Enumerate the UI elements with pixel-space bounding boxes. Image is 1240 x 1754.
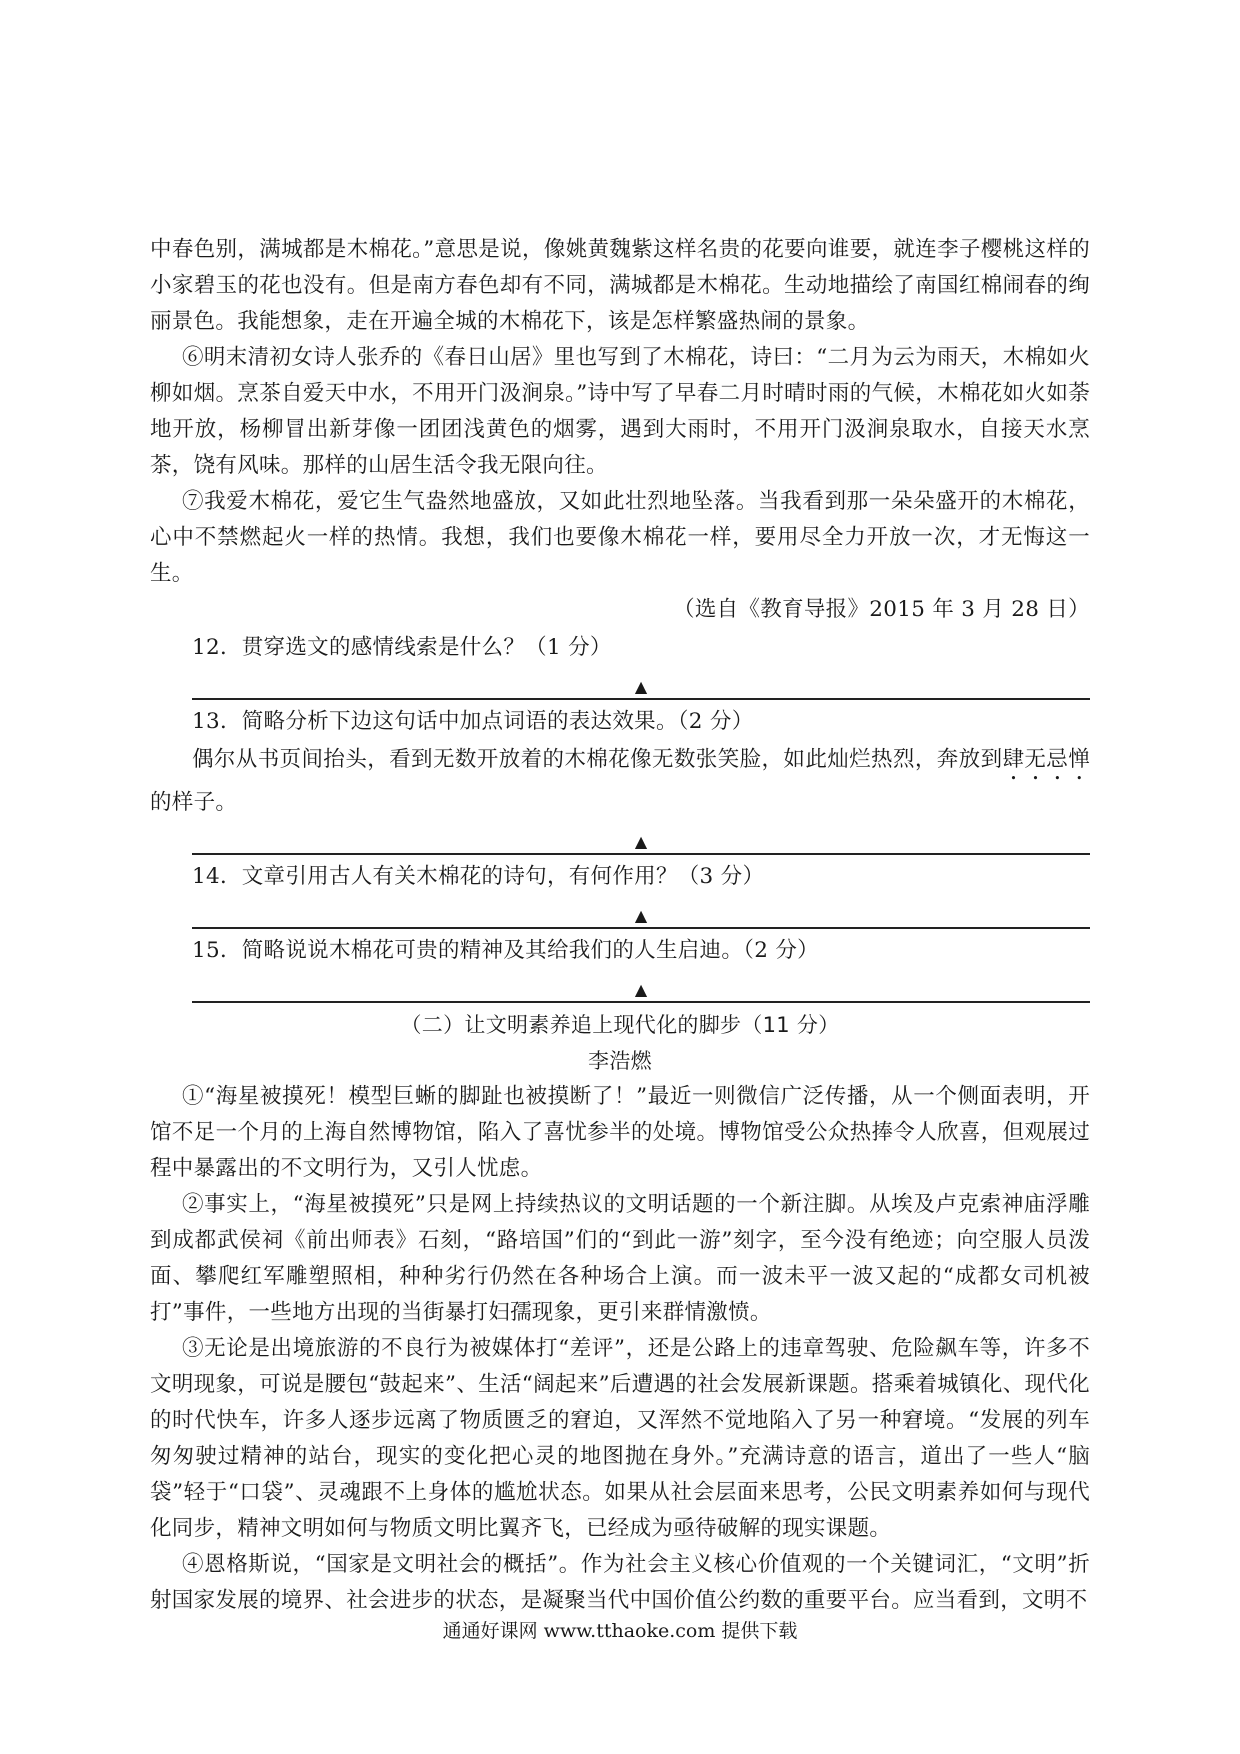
answer-line-15	[192, 969, 1090, 1003]
passage-paragraph-6: ⑥明末清初女诗人张乔的《春日山居》里也写到了木棉花，诗曰：“二月为云为雨天，木棉如火柳如烟。烹茶自爱天中水，不用开门汲涧泉。”诗中写了早春二月时晴时雨的气候，木棉花如火如荼地开放，杨柳冒出新芽像一团团浅黄色的烟雾，遇到大雨时，不用开门汲涧泉取水，自接天水烹茶，饶有风味。那样的山居生活令我无限向往。	[150, 345, 1090, 478]
dotted-phrase: 肆无忌惮	[1002, 747, 1090, 772]
author-name: 李浩燃	[588, 1049, 652, 1073]
answer-line-12	[192, 666, 1090, 700]
question-13-quote	[150, 742, 1090, 821]
answer-line-14	[192, 895, 1090, 929]
section-title: （二）让文明素养追上现代化的脚步（11 分）	[400, 1013, 840, 1037]
quote-text: 偶尔从书页间抬头，看到无数开放着的木棉花像无数张笑脸，如此灿烂热烈，奔放到	[192, 747, 1003, 772]
page-footer: 通通好课网 www.tthaoke.com 提供下载	[442, 1620, 798, 1642]
quote-text-end: 的样子。	[150, 790, 238, 815]
answer-marker-icon: ▲	[634, 980, 648, 999]
passage2-paragraph-4: ④恩格斯说，“国家是文明社会的概括”。作为社会主义核心价值观的一个关键词汇，“文明”折射国家发展的境界、社会进步的状态，是凝聚当代中国价值公约数的重要平台。应当看到，文明不	[150, 1552, 1090, 1613]
question-12: 12．贯穿选文的感情线索是什么？（1 分）	[192, 635, 612, 660]
answer-line-13	[192, 821, 1090, 855]
question-13: 13．简略分析下边这句话中加点词语的表达效果。（2 分）	[192, 709, 754, 734]
question-14: 14．文章引用古人有关木棉花的诗句，有何作用？（3 分）	[192, 864, 765, 889]
passage2-paragraph-2: ②事实上，“海星被摸死”只是网上持续热议的文明话题的一个新注脚。从埃及卢克索神庙浮雕到成都武侯祠《前出师表》石刻，“路培国”们的“到此一游”刻字，至今没有绝迹；向空服人员泼面、攀爬红军雕塑照相，种种劣行仍然在各种场合上演。而一波未平一波又起的“成都女司机被打”事件，一些地方出现的当街暴打妇孺现象，更引来群情激愤。	[150, 1192, 1090, 1325]
exam-page	[150, 232, 1090, 1619]
passage-paragraph-5-continued: 中春色别，满城都是木棉花。”意思是说，像姚黄魏紫这样名贵的花要向谁要，就连李子樱桃这样的小家碧玉的花也没有。但是南方春色却有不同，满城都是木棉花。生动地描绘了南国红棉闹春的绚丽景色。我能想象，走在开遍全城的木棉花下，该是怎样繁盛热闹的景象。	[150, 237, 1090, 334]
passage-source: （选自《教育导报》2015 年 3 月 28 日）	[673, 597, 1090, 622]
passage-paragraph-7: ⑦我爱木棉花，爱它生气盎然地盛放，又如此壮烈地坠落。当我看到那一朵朵盛开的木棉花，心中不禁燃起火一样的热情。我想，我们也要像木棉花一样，要用尽全力开放一次，才无悔这一生。	[150, 489, 1090, 586]
answer-marker-icon: ▲	[634, 906, 648, 925]
question-15: 15．简略说说木棉花可贵的精神及其给我们的人生启迪。（2 分）	[192, 938, 819, 963]
passage2-paragraph-1: ①“海星被摸死！模型巨蜥的脚趾也被摸断了！”最近一则微信广泛传播，从一个侧面表明，开馆不足一个月的上海自然博物馆，陷入了喜忧参半的处境。博物馆受公众热捧令人欣喜，但观展过程中暴露出的不文明行为，又引人忧虑。	[150, 1084, 1090, 1181]
passage2-paragraph-3: ③无论是出境旅游的不良行为被媒体打“差评”，还是公路上的违章驾驶、危险飙车等，许多不文明现象，可说是腰包“鼓起来”、生活“阔起来”后遭遇的社会发展新课题。搭乘着城镇化、现代化的时代快车，许多人逐步远离了物质匮乏的窘迫，又浑然不觉地陷入了另一种窘境。“发展的列车匆匆驶过精神的站台，现实的变化把心灵的地图抛在身外。”充满诗意的语言，道出了一些人“脑袋”轻于“口袋”、灵魂跟不上身体的尴尬状态。如果从社会层面来思考，公民文明素养如何与现代化同步，精神文明如何与物质文明比翼齐飞，已经成为亟待破解的现实课题。	[150, 1336, 1090, 1541]
answer-marker-icon: ▲	[634, 677, 648, 696]
answer-marker-icon: ▲	[634, 832, 648, 851]
